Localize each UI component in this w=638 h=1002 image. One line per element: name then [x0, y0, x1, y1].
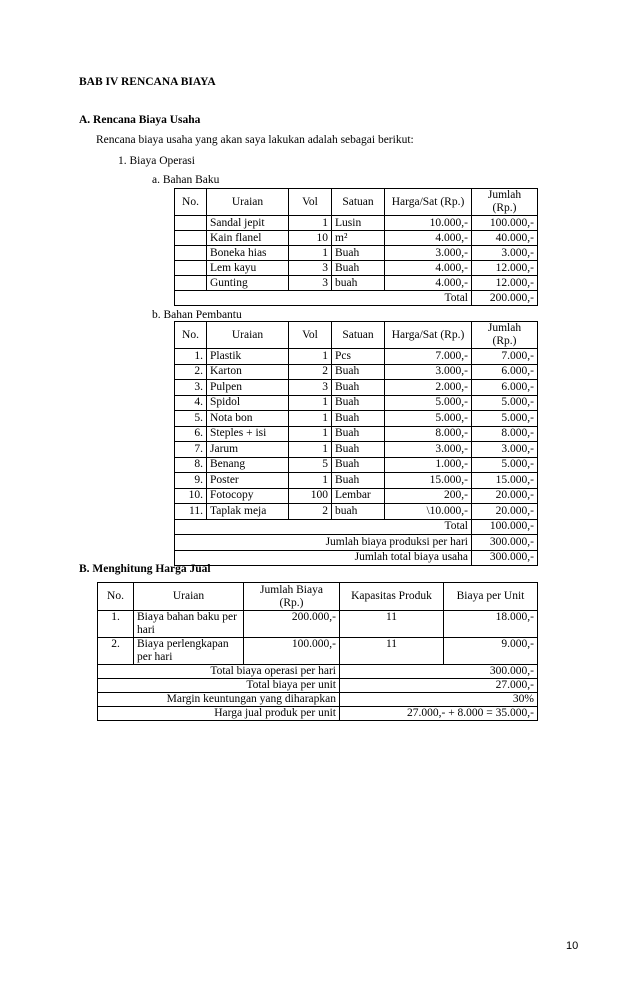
- table-row: [175, 276, 538, 291]
- summary-row: [175, 535, 538, 551]
- table-cell: 3: [289, 380, 332, 396]
- table-cell: 1: [289, 216, 332, 231]
- table-cell: \10.000,-: [385, 504, 472, 520]
- table-cell: Biaya bahan baku per hari: [134, 611, 244, 638]
- table-cell: Taplak meja: [207, 504, 289, 520]
- table-cell: 20.000,-: [472, 488, 538, 504]
- summary-label: Total biaya per unit: [98, 679, 340, 693]
- table-cell: 9.000,-: [444, 638, 538, 665]
- table-a-label: a. Bahan Baku: [152, 174, 220, 186]
- table-row: [175, 504, 538, 520]
- table-cell: Lusin: [332, 216, 385, 231]
- table-cell: 10: [289, 231, 332, 246]
- summary-value: 300.000,-: [472, 535, 538, 551]
- table-cell: Sandal jepit: [207, 216, 289, 231]
- summary-value: 27.000,- + 8.000 = 35.000,-: [340, 707, 538, 721]
- table-cell: Plastik: [207, 349, 289, 365]
- summary-row: [98, 693, 538, 707]
- table-cell: 1.000,-: [385, 457, 472, 473]
- table-cell: buah: [332, 504, 385, 520]
- col-header: Harga/Sat (Rp.): [385, 189, 472, 216]
- summary-label: Total: [175, 519, 472, 535]
- col-header: No.: [98, 583, 134, 611]
- table-row: [175, 488, 538, 504]
- table-cell: Buah: [332, 261, 385, 276]
- table-row: [175, 457, 538, 473]
- table-cell: 11.: [175, 504, 207, 520]
- table-cell: 100: [289, 488, 332, 504]
- table-cell: 4.000,-: [385, 261, 472, 276]
- table-row: [175, 349, 538, 365]
- subsection-biaya-operasi: 1. Biaya Operasi: [118, 155, 195, 167]
- table-cell: 8.000,-: [472, 426, 538, 442]
- table-cell: 6.: [175, 426, 207, 442]
- table-row: [175, 246, 538, 261]
- table-cell: 3: [289, 261, 332, 276]
- table-cell: Boneka hias: [207, 246, 289, 261]
- summary-row: [175, 550, 538, 566]
- table-cell: Buah: [332, 411, 385, 427]
- harga-jual-table: [97, 582, 538, 721]
- summary-label: Total biaya operasi per hari: [98, 665, 340, 679]
- col-header: No.: [175, 322, 207, 349]
- table-cell: Fotocopy: [207, 488, 289, 504]
- table-cell: 1: [289, 349, 332, 365]
- summary-row: [175, 519, 538, 535]
- table-cell: [175, 276, 207, 291]
- table-cell: 6.000,-: [472, 380, 538, 396]
- table-cell: [175, 216, 207, 231]
- table-cell: 12.000,-: [472, 261, 538, 276]
- table-cell: 6.000,-: [472, 364, 538, 380]
- table-cell: Buah: [332, 442, 385, 458]
- table-row: [98, 611, 538, 638]
- table-cell: [175, 261, 207, 276]
- summary-row: [98, 665, 538, 679]
- summary-label: Harga jual produk per unit: [98, 707, 340, 721]
- table-cell: 5: [289, 457, 332, 473]
- table-cell: 5.000,-: [472, 395, 538, 411]
- table-cell: Poster: [207, 473, 289, 489]
- table-cell: 10.: [175, 488, 207, 504]
- col-header: Kapasitas Produk: [340, 583, 444, 611]
- table-cell: 7.000,-: [472, 349, 538, 365]
- table-cell: 1: [289, 411, 332, 427]
- table-cell: Nota bon: [207, 411, 289, 427]
- table-cell: 3.000,-: [385, 246, 472, 261]
- table-cell: Buah: [332, 473, 385, 489]
- table-cell: 1: [289, 442, 332, 458]
- table-row: [175, 395, 538, 411]
- table-cell: 1.: [175, 349, 207, 365]
- table-cell: 200,-: [385, 488, 472, 504]
- table-row: [175, 364, 538, 380]
- table-cell: Lembar: [332, 488, 385, 504]
- table-cell: 11: [340, 638, 444, 665]
- table-cell: 5.000,-: [472, 457, 538, 473]
- table-cell: Lem kayu: [207, 261, 289, 276]
- summary-label: Margin keuntungan yang diharapkan: [98, 693, 340, 707]
- table-cell: 7.000,-: [385, 349, 472, 365]
- table-cell: [175, 231, 207, 246]
- table-cell: Buah: [332, 380, 385, 396]
- table-cell: buah: [332, 276, 385, 291]
- table-cell: 1.: [98, 611, 134, 638]
- table-cell: 4.000,-: [385, 231, 472, 246]
- col-header: Jumlah (Rp.): [472, 189, 538, 216]
- table-cell: 12.000,-: [472, 276, 538, 291]
- table-cell: 20.000,-: [472, 504, 538, 520]
- table-cell: Jarum: [207, 442, 289, 458]
- col-header: Uraian: [207, 189, 289, 216]
- table-cell: 1: [289, 473, 332, 489]
- table-cell: 3.000,-: [385, 364, 472, 380]
- table-cell: 11: [340, 611, 444, 638]
- summary-label: Jumlah total biaya usaha: [175, 550, 472, 566]
- table-cell: 15.000,-: [385, 473, 472, 489]
- chapter-heading: BAB IV RENCANA BIAYA: [79, 76, 216, 88]
- table-cell: 5.000,-: [472, 411, 538, 427]
- table-row: [175, 231, 538, 246]
- table-cell: 2.: [175, 364, 207, 380]
- page-number: 10: [566, 940, 579, 952]
- table-cell: Benang: [207, 457, 289, 473]
- total-label: Total: [175, 291, 472, 306]
- table-cell: m²: [332, 231, 385, 246]
- table-cell: 5.: [175, 411, 207, 427]
- table-cell: Kain flanel: [207, 231, 289, 246]
- summary-value: 300.000,-: [340, 665, 538, 679]
- summary-row: [98, 679, 538, 693]
- section-a-title: A. Rencana Biaya Usaha: [79, 114, 201, 126]
- table-row: [175, 426, 538, 442]
- table-cell: 9.: [175, 473, 207, 489]
- table-cell: 3.: [175, 380, 207, 396]
- table-cell: 3: [289, 276, 332, 291]
- table-row: [175, 411, 538, 427]
- col-header: No.: [175, 189, 207, 216]
- table-cell: Karton: [207, 364, 289, 380]
- col-header: Vol: [289, 189, 332, 216]
- summary-label: Jumlah biaya produksi per hari: [175, 535, 472, 551]
- table-cell: 5.000,-: [385, 395, 472, 411]
- table-cell: Biaya perlengkapan per hari: [134, 638, 244, 665]
- table-cell: Buah: [332, 395, 385, 411]
- table-row: [175, 473, 538, 489]
- table-cell: 2.000,-: [385, 380, 472, 396]
- table-row: [175, 380, 538, 396]
- summary-value: 27.000,-: [340, 679, 538, 693]
- col-header: Jumlah (Rp.): [472, 322, 538, 349]
- table-b-label: b. Bahan Pembantu: [152, 309, 242, 321]
- table-cell: 18.000,-: [444, 611, 538, 638]
- table-row: [175, 216, 538, 231]
- table-cell: 7.: [175, 442, 207, 458]
- table-row: [175, 261, 538, 276]
- summary-row: [98, 707, 538, 721]
- table-row: [98, 638, 538, 665]
- table-cell: 4.000,-: [385, 276, 472, 291]
- table-cell: [175, 246, 207, 261]
- table-cell: Buah: [332, 364, 385, 380]
- col-header: Jumlah Biaya (Rp.): [244, 583, 340, 611]
- summary-value: 30%: [340, 693, 538, 707]
- section-a-intro: Rencana biaya usaha yang akan saya lakukan adalah sebagai berikut:: [96, 134, 414, 146]
- table-cell: 200.000,-: [244, 611, 340, 638]
- table-cell: 15.000,-: [472, 473, 538, 489]
- table-cell: 100.000,-: [244, 638, 340, 665]
- col-header: Harga/Sat (Rp.): [385, 322, 472, 349]
- table-cell: Pulpen: [207, 380, 289, 396]
- table-cell: Spidol: [207, 395, 289, 411]
- table-cell: 2: [289, 364, 332, 380]
- table-cell: 100.000,-: [472, 216, 538, 231]
- table-row: [175, 442, 538, 458]
- table-cell: 8.: [175, 457, 207, 473]
- table-cell: 3.000,-: [472, 246, 538, 261]
- table-cell: 40.000,-: [472, 231, 538, 246]
- col-header: Satuan: [332, 189, 385, 216]
- table-cell: 10.000,-: [385, 216, 472, 231]
- summary-value: 100.000,-: [472, 519, 538, 535]
- total-row: [175, 291, 538, 306]
- table-cell: Pcs: [332, 349, 385, 365]
- total-value: 200.000,-: [472, 291, 538, 306]
- table-cell: 1: [289, 426, 332, 442]
- table-cell: 4.: [175, 395, 207, 411]
- col-header: Vol: [289, 322, 332, 349]
- summary-value: 300.000,-: [472, 550, 538, 566]
- table-cell: 3.000,-: [472, 442, 538, 458]
- table-cell: 5.000,-: [385, 411, 472, 427]
- table-cell: Buah: [332, 457, 385, 473]
- table-cell: Gunting: [207, 276, 289, 291]
- table-cell: Steples + isi: [207, 426, 289, 442]
- table-cell: 3.000,-: [385, 442, 472, 458]
- bahan-baku-table: [174, 188, 538, 306]
- table-cell: Buah: [332, 426, 385, 442]
- col-header: Satuan: [332, 322, 385, 349]
- col-header: Uraian: [207, 322, 289, 349]
- table-cell: 1: [289, 246, 332, 261]
- section-b-title: B. Menghitung Harga Jual: [79, 563, 211, 575]
- table-cell: Buah: [332, 246, 385, 261]
- bahan-pembantu-table: [174, 321, 538, 566]
- col-header: Uraian: [134, 583, 244, 611]
- table-cell: 2: [289, 504, 332, 520]
- table-cell: 2.: [98, 638, 134, 665]
- col-header: Biaya per Unit: [444, 583, 538, 611]
- table-cell: 8.000,-: [385, 426, 472, 442]
- table-cell: 1: [289, 395, 332, 411]
